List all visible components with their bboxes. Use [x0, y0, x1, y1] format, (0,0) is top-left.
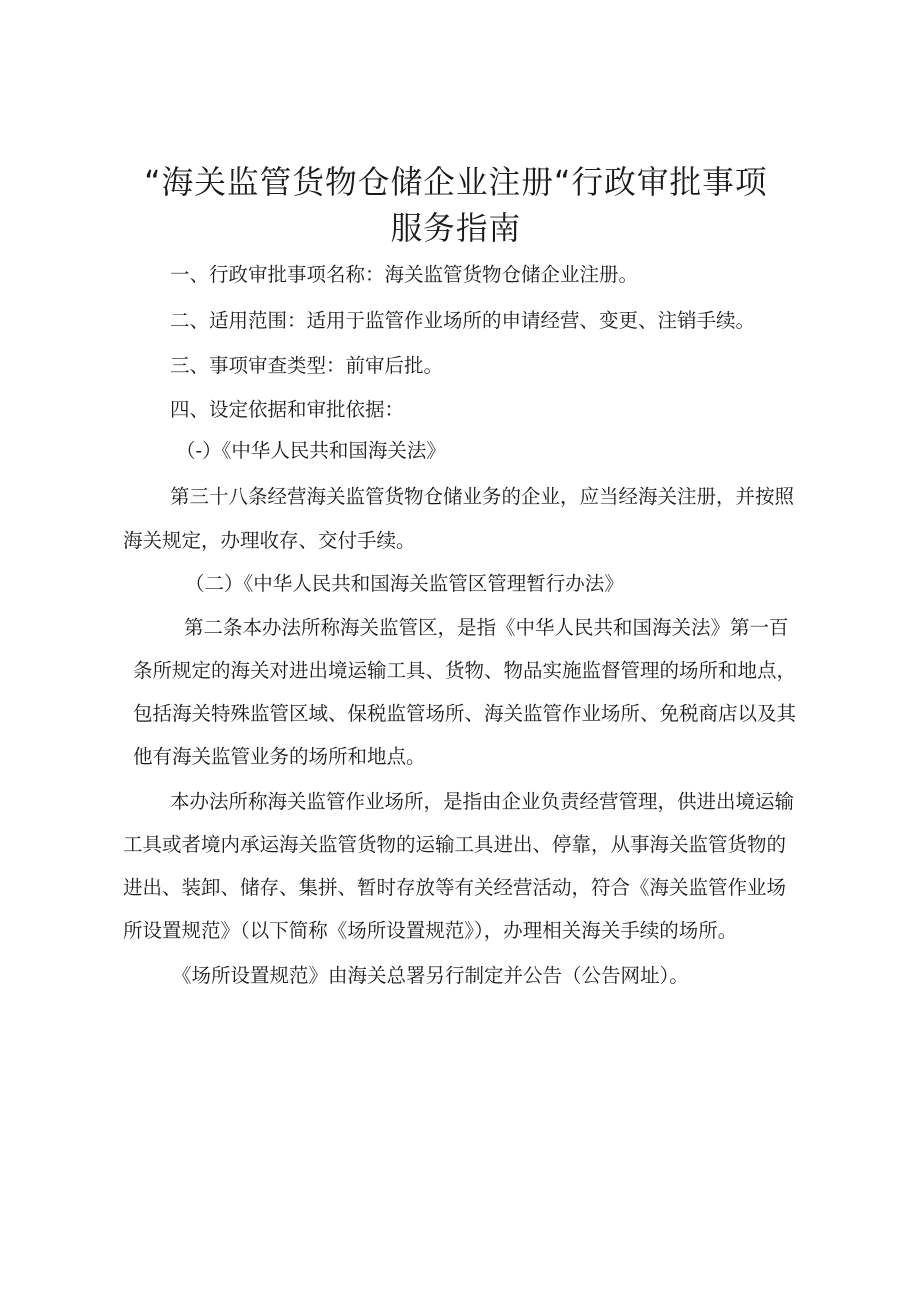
document-title-line-2: 服务指南 [390, 209, 522, 247]
article-2-line-1: 第二条本办法所称海关监管区，是指《中华人民共和国海关法》第一百 [184, 616, 789, 639]
document-title-line-1: “海关监管货物仓储企业注册“行政审批事项 [144, 163, 768, 201]
subsection-2-heading: （二）《中华人民共和国海关监管区管理暂行办法》 [185, 572, 624, 595]
subsection-1-heading: （-）《中华人民共和国海关法》 [176, 439, 446, 462]
article-2-line-3: 包括海关特殊监管区域、保税监管场所、海关监管作业场所、免税商店以及其 [133, 702, 797, 725]
item-3-review-type: 三、事项审查类型：前审后批。 [170, 354, 444, 377]
definition-line-3: 进出、装卸、储存、集拼、暂时存放等有关经营活动，符合《海关监管作业场 [123, 876, 787, 899]
definition-line-4: 所设置规范》（以下简称《场所设置规范》），办理相关海关手续的场所。 [123, 919, 738, 942]
article-2-line-4: 他有海关监管业务的场所和地点。 [133, 745, 426, 768]
specification-note: 《场所设置规范》由海关总署另行制定并公告（公告网址）。 [172, 964, 689, 987]
item-4-legal-basis: 四、设定依据和审批依据： [170, 398, 405, 421]
item-1-approval-name: 一、行政审批事项名称：海关监管货物仓储企业注册。 [170, 263, 639, 286]
definition-line-2: 工具或者境内承运海关监管货物的运输工具进出、停靠，从事海关监管货物的 [123, 833, 787, 856]
article-38-line-2: 海关规定，办理收存、交付手续。 [123, 529, 416, 552]
definition-line-1: 本办法所称海关监管作业场所，是指由企业负责经营管理，供进出境运输 [170, 790, 795, 813]
article-38-line-1: 第三十八条经营海关监管货物仓储业务的企业，应当经海关注册，并按照 [170, 485, 795, 508]
item-2-scope: 二、适用范围：适用于监管作业场所的申请经营、变更、注销手续。 [170, 309, 756, 332]
article-2-line-2: 条所规定的海关对进出境运输工具、货物、物品实施监督管理的场所和地点， [133, 659, 797, 682]
